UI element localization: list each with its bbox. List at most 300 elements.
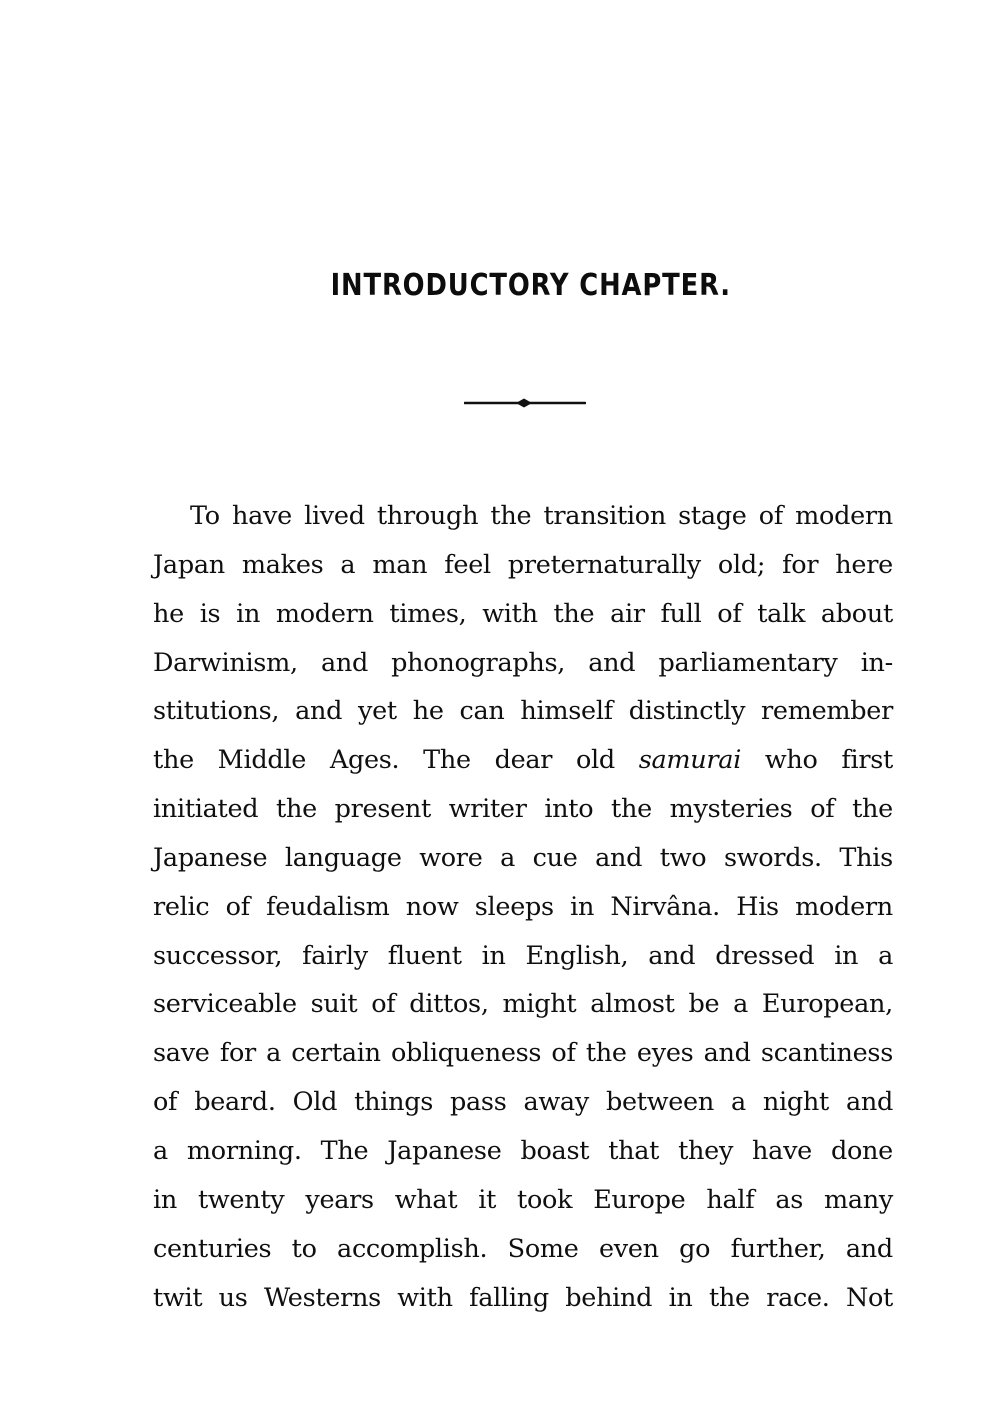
word-part: the — [611, 794, 652, 825]
word-part: a — [733, 989, 749, 1020]
word-part: the — [708, 1282, 750, 1313]
word-part: cue — [532, 842, 578, 873]
word — [570, 883, 594, 932]
word — [295, 687, 342, 736]
text-line — [153, 541, 893, 590]
word-part: preternaturally — [507, 549, 701, 580]
word-part: Some — [507, 1233, 579, 1264]
word-part: distinctly — [628, 696, 746, 727]
word-part: and — [320, 647, 368, 678]
word — [766, 1274, 829, 1323]
word-part: remember — [761, 696, 893, 727]
word — [715, 932, 814, 981]
word-part: as — [775, 1184, 804, 1215]
word — [520, 687, 612, 736]
word-part: fairly — [302, 940, 368, 971]
word-part: Not — [845, 1282, 893, 1313]
word-part: old; — [717, 549, 766, 580]
word-part: and — [295, 696, 343, 727]
word — [765, 736, 818, 785]
text-line — [153, 590, 893, 639]
text-line — [153, 785, 893, 834]
word — [576, 736, 615, 785]
word-part: dear — [494, 745, 553, 776]
word — [387, 1127, 501, 1176]
word-part: they — [678, 1135, 734, 1166]
text-line — [153, 492, 893, 541]
word — [839, 834, 892, 883]
word — [861, 639, 893, 688]
word-part: Ages. — [329, 745, 400, 776]
word-part: in — [834, 940, 859, 971]
word-part: night — [762, 1087, 829, 1118]
word — [232, 492, 292, 541]
word — [678, 492, 746, 541]
word-part: and — [595, 842, 643, 873]
word-part: took — [517, 1184, 573, 1215]
word — [835, 541, 893, 590]
word-part: and — [845, 1087, 893, 1118]
word — [391, 639, 565, 688]
word — [153, 639, 298, 688]
word-part: transition — [543, 501, 666, 531]
word — [834, 932, 858, 981]
word-part: have — [752, 1135, 812, 1166]
word-part: modern — [795, 891, 893, 922]
word — [266, 883, 389, 932]
word-part: obliqueness — [390, 1038, 542, 1069]
word-part: modern — [275, 598, 374, 629]
word-part: the — [585, 1038, 627, 1069]
word-part: in- — [860, 647, 893, 678]
word — [508, 541, 701, 590]
word — [688, 980, 719, 1029]
word-part: dittos, — [409, 989, 489, 1020]
word-part: the — [553, 598, 595, 629]
word-part: even — [598, 1233, 659, 1264]
word — [761, 687, 893, 736]
word-part: Nirvâna. — [610, 891, 720, 922]
word — [565, 1274, 652, 1323]
word-part: behind — [565, 1282, 653, 1313]
word-part: further, — [730, 1233, 826, 1264]
word-part: His — [736, 891, 779, 922]
word-part: that — [608, 1135, 660, 1166]
word-part: in — [153, 1184, 177, 1215]
word-part: yet — [358, 696, 397, 727]
word — [413, 687, 444, 736]
word — [795, 883, 893, 932]
word-part: of — [225, 891, 250, 922]
word — [153, 980, 297, 1029]
word-part: he — [412, 696, 444, 727]
word — [304, 492, 365, 541]
word — [198, 1176, 284, 1225]
word-part: and — [648, 940, 696, 971]
word-part: This — [839, 842, 893, 873]
word-part: Middle — [217, 745, 307, 776]
word-part: relic — [153, 891, 210, 922]
word — [153, 687, 279, 736]
word — [757, 590, 805, 639]
word-part: makes — [241, 549, 324, 580]
text-line — [153, 1176, 893, 1225]
word — [218, 736, 306, 785]
word — [358, 687, 397, 736]
text-line — [153, 1225, 893, 1274]
word — [761, 1029, 893, 1078]
word — [482, 590, 537, 639]
word-part: a — [878, 940, 893, 971]
word-part: The — [423, 745, 471, 776]
word — [444, 541, 491, 590]
word-part: stage — [678, 501, 747, 531]
word — [706, 1176, 754, 1225]
text-line — [153, 932, 893, 981]
word — [321, 1127, 369, 1176]
body-paragraph — [153, 492, 893, 1322]
word-part: scantiness — [760, 1038, 893, 1069]
word-part: for — [782, 549, 819, 580]
word-part: race. — [766, 1282, 830, 1313]
word-part: in — [481, 940, 506, 971]
word-part: go — [679, 1233, 711, 1264]
word-part: Japan — [153, 549, 225, 580]
word — [153, 932, 282, 981]
word-part: Darwinism, — [153, 647, 298, 678]
word-part: The — [320, 1135, 369, 1166]
word — [824, 1176, 893, 1225]
word-part: a — [500, 842, 515, 873]
text-line — [153, 980, 893, 1029]
word — [846, 1225, 893, 1274]
text-line — [153, 1029, 893, 1078]
word-part: pass — [450, 1087, 507, 1118]
word — [533, 834, 578, 883]
chapter-title: INTRODUCTORY CHAPTER. — [330, 268, 731, 303]
word-part: and — [845, 1233, 893, 1264]
word-part: fluent — [387, 940, 462, 971]
word — [593, 1176, 685, 1225]
word — [449, 785, 527, 834]
word — [153, 736, 194, 785]
word — [389, 590, 466, 639]
word — [305, 1176, 373, 1225]
text-line — [153, 736, 893, 785]
word — [611, 785, 652, 834]
word-part: phonographs, — [391, 647, 566, 678]
word-part: have — [231, 501, 292, 531]
word — [669, 1274, 693, 1323]
text-line — [153, 687, 893, 736]
word — [553, 590, 594, 639]
word-part: falling — [469, 1282, 549, 1313]
italic-word-samurai: samurai — [638, 745, 742, 776]
word-part: of — [153, 1087, 178, 1118]
word — [639, 736, 741, 785]
word-part: successor, — [153, 940, 283, 971]
word-part: it — [478, 1184, 497, 1215]
text-line — [153, 1127, 893, 1176]
word — [731, 1078, 746, 1127]
word — [678, 1127, 733, 1176]
word — [153, 1078, 177, 1127]
word — [846, 1274, 893, 1323]
word — [266, 1029, 281, 1078]
word — [330, 736, 400, 785]
word — [153, 834, 267, 883]
word-part: centuries — [153, 1233, 272, 1264]
word-part: language — [284, 842, 402, 873]
word-part: Westerns — [263, 1282, 381, 1313]
word — [153, 1029, 210, 1078]
word — [660, 834, 707, 883]
word — [450, 1078, 507, 1127]
word-part: through — [376, 501, 479, 531]
word-part: European, — [761, 989, 893, 1020]
word — [731, 1225, 826, 1274]
word-part: swords. — [723, 842, 822, 873]
word-part: feel — [444, 549, 491, 580]
word — [782, 541, 818, 590]
word — [520, 1127, 589, 1176]
word-part: twenty — [197, 1184, 285, 1215]
word-part: the — [276, 794, 317, 825]
word — [475, 883, 554, 932]
word — [226, 883, 250, 932]
word — [409, 980, 488, 1029]
word — [599, 1225, 659, 1274]
word-part: dressed — [715, 940, 815, 971]
word-part: wore — [419, 842, 483, 873]
word-part: Old — [292, 1087, 338, 1118]
word — [395, 1176, 458, 1225]
word — [292, 1225, 317, 1274]
word — [187, 1127, 302, 1176]
word — [372, 541, 427, 590]
word — [482, 932, 506, 981]
word-part: initiated — [153, 794, 259, 825]
word-part: parliamentary — [658, 647, 838, 678]
word — [490, 492, 531, 541]
word-part: into — [544, 794, 594, 825]
word-part: away — [523, 1087, 589, 1118]
word — [377, 492, 478, 541]
word-part: twit — [153, 1282, 203, 1313]
text-line — [153, 1274, 893, 1323]
word-part: Europe — [593, 1184, 686, 1215]
word-part: Japanese — [387, 1135, 502, 1166]
word — [610, 590, 645, 639]
word — [543, 492, 665, 541]
word — [595, 834, 642, 883]
word-part: English, — [525, 940, 629, 971]
word — [718, 541, 765, 590]
word-part: of — [371, 989, 396, 1020]
word-part: air — [610, 598, 645, 629]
rule-with-diamond-ornament-icon — [464, 396, 586, 410]
word-part: Japanese — [153, 842, 268, 873]
word — [388, 932, 462, 981]
word-part: stitutions, — [153, 696, 280, 727]
word-part: with — [482, 598, 538, 629]
word — [285, 834, 402, 883]
word-part: old — [575, 745, 615, 776]
word — [658, 639, 837, 688]
word-part: in — [236, 598, 261, 629]
word — [337, 1225, 487, 1274]
word — [242, 541, 324, 590]
word-part: times, — [389, 598, 467, 629]
word — [763, 1078, 829, 1127]
word — [762, 980, 893, 1029]
word-part: To — [190, 501, 220, 531]
word-part: for — [219, 1038, 256, 1069]
word — [354, 1078, 433, 1127]
word — [525, 932, 628, 981]
word — [544, 785, 593, 834]
word — [503, 980, 577, 1029]
word-part: sleeps — [474, 891, 554, 922]
word — [200, 590, 221, 639]
word — [469, 1274, 549, 1323]
word-part: eyes — [636, 1038, 694, 1069]
word — [733, 980, 748, 1029]
word — [302, 932, 368, 981]
word — [500, 834, 515, 883]
word — [391, 1029, 541, 1078]
text-line — [153, 883, 893, 932]
word — [419, 834, 482, 883]
word-part: accomplish. — [337, 1233, 488, 1264]
word — [846, 1078, 893, 1127]
word — [236, 590, 260, 639]
word-part: of — [717, 598, 742, 629]
word — [524, 1078, 589, 1127]
word — [608, 1127, 659, 1176]
word — [340, 541, 355, 590]
word-part: things — [354, 1087, 433, 1118]
word-part: certain — [291, 1038, 381, 1069]
word-part: about — [820, 598, 893, 629]
word — [878, 932, 893, 981]
word — [795, 492, 893, 541]
word-part: two — [659, 842, 707, 873]
word — [517, 1176, 572, 1225]
word — [821, 590, 893, 639]
word — [610, 883, 720, 932]
word — [648, 932, 695, 981]
word-part: beard. — [194, 1087, 276, 1118]
word-part: the — [490, 501, 532, 531]
word-part: years — [305, 1184, 374, 1215]
word-part: almost — [590, 989, 675, 1020]
word — [397, 1274, 452, 1323]
word — [276, 590, 374, 639]
word-part: lived — [304, 501, 365, 531]
word — [220, 1029, 256, 1078]
word — [293, 1078, 338, 1127]
word — [371, 980, 395, 1029]
word — [508, 1225, 579, 1274]
word — [810, 785, 834, 834]
word-part: talk — [757, 598, 806, 629]
word — [153, 1176, 177, 1225]
word — [311, 980, 358, 1029]
word-part: of — [758, 501, 783, 531]
word-part: half — [706, 1184, 755, 1215]
word-part: present — [334, 794, 431, 825]
word-part: what — [394, 1184, 458, 1215]
word — [495, 736, 553, 785]
word-part: here — [835, 549, 893, 580]
word — [153, 883, 209, 932]
word — [153, 1127, 168, 1176]
word-part: feudalism — [266, 891, 390, 922]
word-part: is — [199, 598, 221, 629]
word-part: himself — [520, 696, 613, 727]
word — [752, 1127, 812, 1176]
word-part: now — [405, 891, 459, 922]
word — [717, 590, 741, 639]
word — [460, 687, 505, 736]
word-part: modern — [795, 501, 893, 531]
word-part: of — [551, 1038, 576, 1069]
word-part: might — [502, 989, 577, 1020]
word-part: a — [266, 1038, 282, 1069]
word-part: morning. — [186, 1135, 302, 1166]
word-part: with — [397, 1282, 453, 1313]
word-part: of — [810, 794, 835, 825]
word-part: done — [830, 1135, 893, 1166]
word — [709, 1274, 750, 1323]
word-part: us — [218, 1282, 248, 1313]
text-line — [153, 834, 893, 883]
word-part: full — [660, 598, 702, 629]
word-part: suit — [310, 989, 358, 1020]
word — [586, 1029, 627, 1078]
word-part: can — [459, 696, 505, 727]
word — [606, 1078, 714, 1127]
word — [335, 785, 431, 834]
word — [219, 1274, 248, 1323]
word — [190, 492, 220, 541]
word-part: save — [153, 1038, 210, 1069]
word — [736, 883, 779, 932]
word — [841, 736, 893, 785]
word — [153, 1274, 202, 1323]
word — [291, 1029, 381, 1078]
word — [478, 1176, 496, 1225]
word — [852, 785, 893, 834]
word-part: a — [730, 1087, 746, 1118]
word — [423, 736, 471, 785]
word — [590, 980, 674, 1029]
word-part: be — [688, 989, 720, 1020]
word-part: writer — [448, 794, 527, 825]
word-part: in — [668, 1282, 693, 1313]
word — [321, 639, 368, 688]
word — [153, 590, 184, 639]
word — [661, 590, 702, 639]
word-part: the — [852, 794, 893, 825]
word-part: mysteries — [669, 794, 793, 825]
word-part: a — [153, 1135, 168, 1166]
word — [153, 785, 258, 834]
word — [264, 1274, 381, 1323]
word — [406, 883, 459, 932]
word-part: a — [340, 549, 356, 580]
